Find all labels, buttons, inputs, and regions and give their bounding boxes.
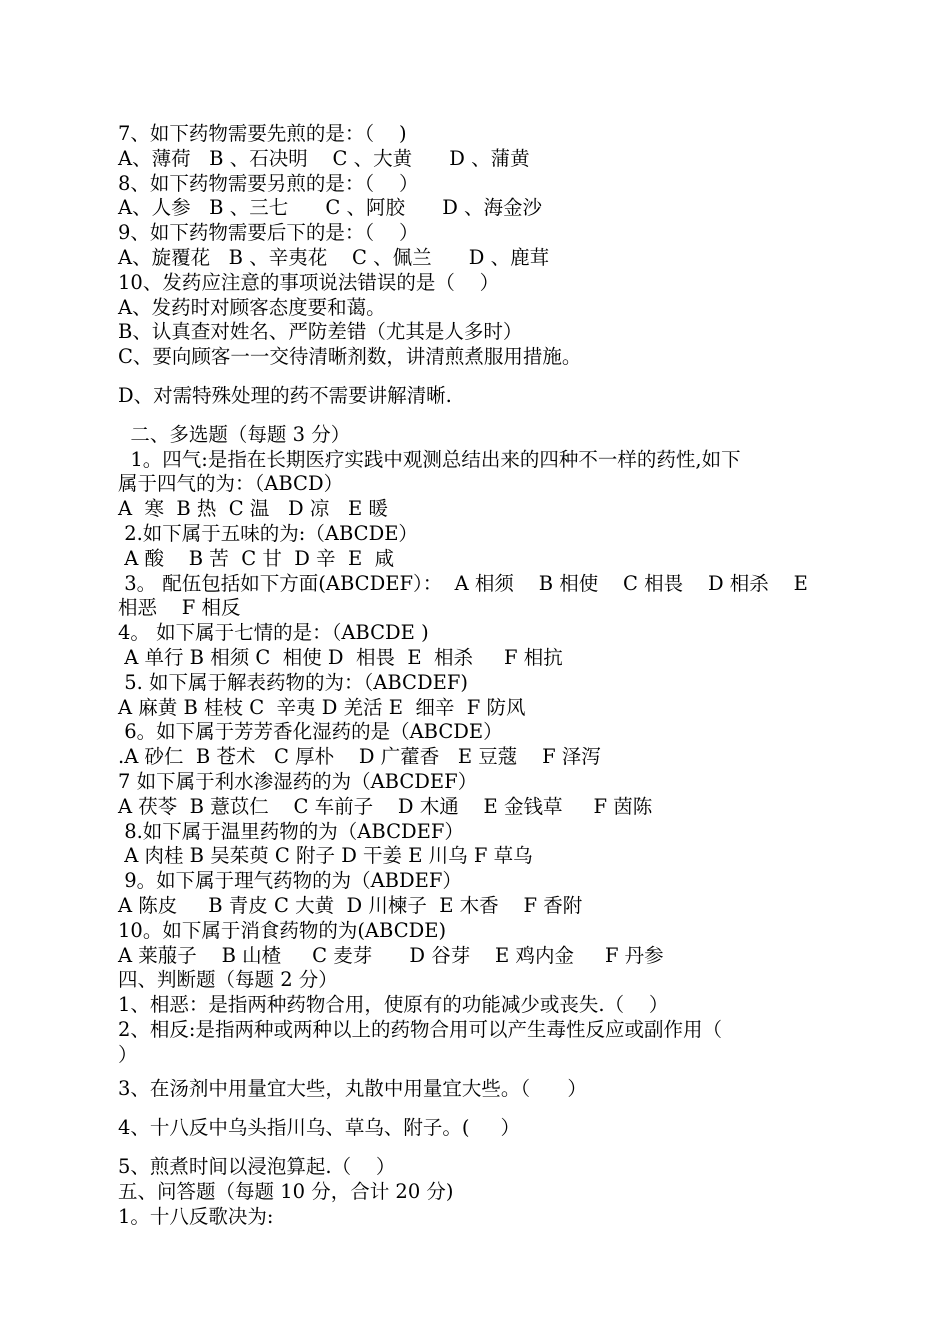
question-8-options: A、人参 B 、三七 C 、阿胶 D 、海金沙 — [118, 196, 543, 220]
multi-choice-line: 1。四气:是指在长期医疗实践中观测总结出来的四种不一样的药性,如下 — [118, 447, 741, 471]
judgement-item: 1、相恶：是指两种药物合用，使原有的功能减少或丧失.（ ） — [118, 993, 669, 1017]
multi-choice-heading: 二、多选题（每题 3 分） — [118, 422, 351, 446]
multi-choice-line: A 麻黄 B 桂枝 C 辛夷 D 羌活 E 细辛 F 防风 — [118, 695, 526, 719]
multi-choice-line: A 陈皮 B 青皮 C 大黄 D 川楝子 E 木香 F 香附 — [118, 893, 583, 917]
qa-heading: 五、问答题（每题 10 分，合计 20 分) — [118, 1179, 454, 1203]
question-9: 9、如下药物需要后下的是：（ ） — [118, 221, 419, 245]
question-7: 7、如下药物需要先煎的是：（ ) — [118, 122, 407, 145]
multi-choice-line: 相恶 F 相反 — [118, 596, 241, 620]
question-8: 8、如下药物需要另煎的是：（ ） — [118, 171, 419, 195]
multi-choice-line: A 肉桂 B 吴茱萸 C 附子 D 干姜 E 川乌 F 草乌 — [118, 844, 533, 868]
multi-choice-line: 2.如下属于五味的为:（ABCDE） — [118, 521, 418, 545]
judgement-item: 2、相反:是指两种或两种以上的药物合用可以产生毒性反应或副作用（ — [118, 1017, 722, 1041]
judgement-item: 4、十八反中乌头指川乌、草乌、附子。( ） — [118, 1116, 521, 1140]
multi-choice-line: A 莱菔子 B 山楂 C 麦芽 D 谷芽 E 鸡内金 F 丹参 — [118, 943, 664, 967]
multi-choice-line: 3。 配伍包括如下方面(ABCDEF）： A 相须 B 相使 C 相畏 D 相杀 E — [118, 571, 808, 595]
judgement-item: 5、煎煮时间以浸泡算起.（ ） — [118, 1155, 396, 1179]
multi-choice-line: 4。 如下属于七情的是：（ABCDE ) — [118, 621, 429, 645]
multi-choice-line: 10。如下属于消食药物的为(ABCDE) — [118, 918, 447, 942]
question-10: 10、发药应注意的事项说法错误的是（ ） — [118, 270, 500, 294]
question-10-option-c: C、要向顾客一一交待清晰剂数，讲清煎煮服用措施。 — [118, 345, 582, 369]
multi-choice-line: 属于四气的为：（ABCD） — [118, 472, 344, 496]
multi-choice-line: 7 如下属于利水渗湿药的为（ABCDEF） — [118, 769, 478, 793]
document-body — [118, 122, 838, 1229]
question-9-options: A、旋覆花 B 、辛夷花 C 、佩兰 D 、鹿茸 — [118, 245, 550, 269]
multi-choice-line: A 寒 B 热 C 温 D 凉 E 暖 — [118, 497, 388, 521]
qa-item: 1。十八反歌决为: — [118, 1204, 274, 1228]
multi-choice-line: 5. 如下属于解表药物的为：（ABCDEF) — [118, 670, 468, 694]
question-10-option-d: D、对需特殊处理的药不需要讲解清晰. — [118, 383, 452, 407]
multi-choice-line: 6。如下属于芳芳香化湿药的是（ABCDE） — [118, 720, 503, 744]
multi-choice-line: 8.如下属于温里药物的为（ABCDEF） — [118, 819, 464, 843]
multi-choice-line: .A 砂仁 B 苍术 C 厚朴 D 广藿香 E 豆蔻 F 泽泻 — [118, 745, 601, 769]
judgement-heading: 四、判断题（每题 2 分） — [118, 968, 338, 992]
question-10-option-a: A、发药时对顾客态度要和蔼。 — [118, 295, 386, 319]
question-7-options: A、薄荷 B 、石决明 C 、大黄 D 、蒲黄 — [118, 146, 530, 170]
multi-choice-line: A 茯苓 B 薏苡仁 C 车前子 D 木通 E 金钱草 F 茵陈 — [118, 794, 653, 818]
multi-choice-line: A 单行 B 相须 C 相使 D 相畏 E 相杀 F 相抗 — [118, 645, 563, 669]
judgement-item-continued: ） — [118, 1042, 138, 1066]
judgement-item: 3、在汤剂中用量宜大些，丸散中用量宜大些。（ ） — [118, 1077, 587, 1101]
multi-choice-line: 9。如下属于理气药物的为（ABDEF） — [118, 869, 462, 893]
multi-choice-line: A 酸 B 苦 C 甘 D 辛 E 咸 — [118, 546, 395, 570]
question-10-option-b: B、认真查对姓名、严防差错（尤其是人多时） — [118, 320, 523, 344]
